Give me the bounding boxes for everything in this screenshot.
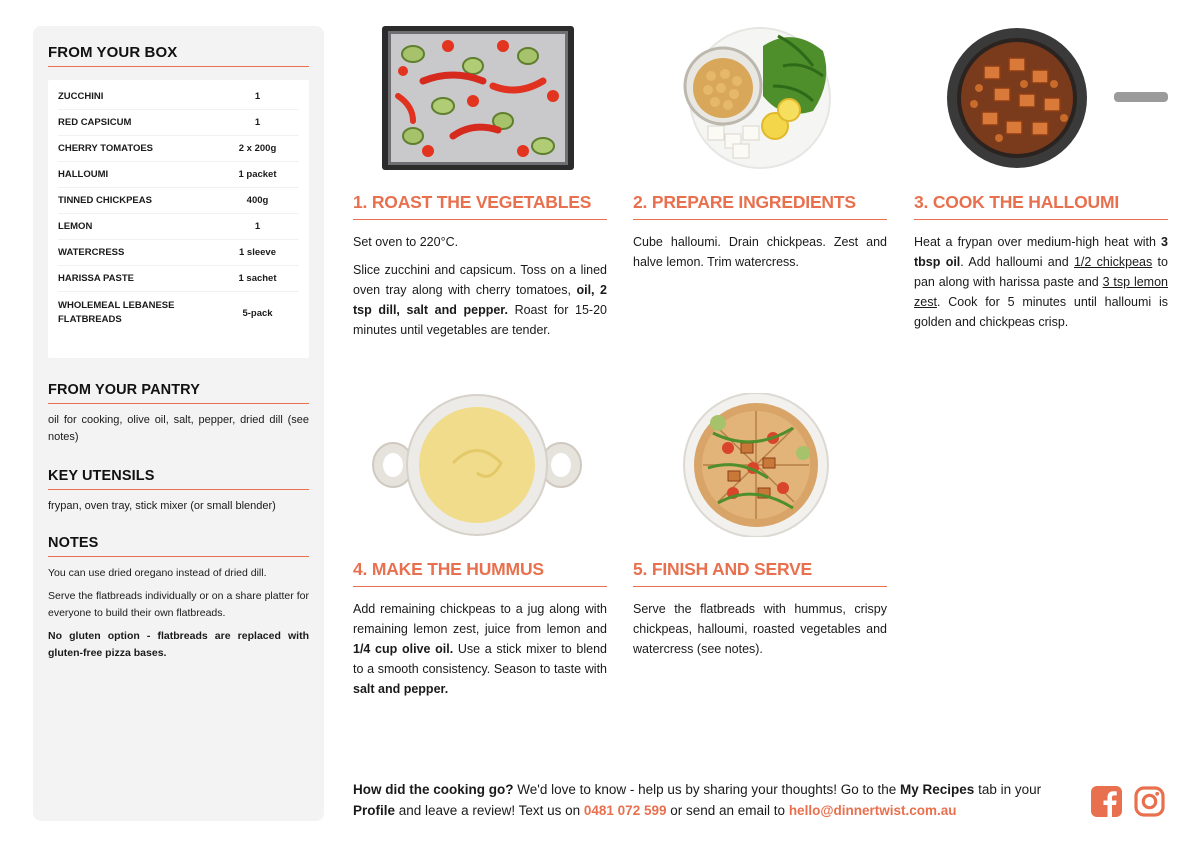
table-row	[58, 266, 299, 292]
ingredient-name: RED CAPSICUM	[58, 116, 132, 128]
step-instructions	[633, 232, 887, 272]
feedback-question: How did the cooking go?	[353, 782, 514, 797]
ingredient-name: HALLOUMI	[58, 168, 109, 180]
text-run: . Cook for 5 minutes until halloumi is golden and chickpeas crisp.	[914, 295, 1168, 329]
note-item: No gluten option - flatbreads are replaced with gluten-free pizza bases.	[48, 630, 309, 659]
pantry-section	[48, 382, 309, 446]
ingredient-qty: 1 sachet	[238, 273, 277, 284]
ingredient-name: CHERRY TOMATOES	[58, 142, 154, 154]
text-run: Slice zucchini and capsicum. Toss on a lined oven tray along with cherry tomatoes,	[353, 263, 607, 297]
step-title: 5. FINISH AND SERVE	[633, 559, 887, 587]
feedback-footer	[353, 779, 1083, 821]
ingredient-qty: 1	[254, 91, 261, 102]
utensils-text: frypan, oven tray, stick mixer (or small blender)	[48, 500, 276, 512]
profile-link[interactable]: Profile	[353, 803, 396, 818]
text-run: to pan along with harissa paste and	[914, 255, 1168, 289]
sidebar	[33, 26, 324, 821]
step-paragraph: Serve the flatbreads with hummus, crispy chickpeas, halloumi, roasted vegetables and watercress (see notes).	[633, 602, 887, 656]
table-row	[58, 292, 299, 334]
step-4	[353, 393, 607, 699]
facebook-icon[interactable]	[1091, 786, 1122, 822]
utensils-title: KEY UTENSILS	[48, 468, 309, 490]
step-title: 3. COOK THE HALLOUMI	[914, 192, 1168, 220]
table-row	[58, 188, 299, 214]
bold-text: salt and pepper.	[353, 682, 449, 696]
step-instructions	[633, 599, 887, 659]
text-run: Use a stick mixer to blend to a smooth consistency. Season to taste with	[353, 642, 607, 676]
bold-text: 1/4 cup olive oil.	[353, 642, 454, 656]
step-1	[353, 26, 607, 340]
step-3	[914, 26, 1168, 332]
ingredient-qty: 1 packet	[238, 169, 277, 180]
table-row	[58, 84, 299, 110]
footer-text: or send an email to	[666, 803, 789, 818]
underlined-text: 3 tsp lemon zest	[914, 275, 1168, 309]
table-row	[58, 162, 299, 188]
utensils-section	[48, 468, 309, 515]
ingredient-name: WHOLEMEAL LEBANESE FLATBREADS	[58, 300, 175, 325]
finish-serve-photo	[633, 393, 887, 537]
footer-text: We'd love to know - help us by sharing your thoughts! Go to the	[513, 782, 901, 797]
table-row	[58, 110, 299, 136]
box-ingredients-table	[48, 80, 309, 358]
step-5	[633, 393, 887, 659]
text-run: Heat a frypan over medium-high heat with	[914, 235, 1162, 249]
phone-link[interactable]: 0481 072 599	[583, 803, 667, 818]
step-title: 4. MAKE THE HUMMUS	[353, 559, 607, 587]
cook-halloumi-photo	[914, 26, 1168, 170]
table-row	[58, 214, 299, 240]
email-link[interactable]: hello@dinnertwist.com.au	[788, 803, 957, 818]
hummus-bowl-photo	[353, 393, 607, 537]
text-run: Roast for 15-20 minutes until vegetables are tender.	[353, 303, 607, 337]
ingredient-qty: 1 sleeve	[239, 247, 276, 258]
step-paragraph: Set oven to 220°C.	[353, 235, 459, 249]
step-paragraph	[353, 260, 607, 340]
text-run: . Add halloumi and	[960, 255, 1074, 269]
ingredient-qty: 2 x 200g	[238, 143, 277, 154]
ingredient-qty: 1	[254, 221, 261, 232]
instagram-icon[interactable]	[1134, 786, 1165, 822]
ingredient-qty: 1	[254, 117, 261, 128]
roast-vegetables-photo	[353, 26, 607, 170]
ingredient-name: ZUCCHINI	[58, 90, 104, 102]
step-paragraph: Cube halloumi. Drain chickpeas. Zest and halve lemon. Trim watercress.	[633, 235, 887, 269]
step-paragraph	[353, 599, 607, 699]
prepare-ingredients-photo	[633, 26, 887, 170]
my-recipes-link[interactable]: My Recipes	[900, 782, 975, 797]
ingredient-name: LEMON	[58, 220, 93, 232]
bold-text: 3 tbsp oil	[914, 235, 1168, 269]
ingredient-name: TINNED CHICKPEAS	[58, 194, 152, 206]
text-run: Add remaining chickpeas to a jug along with remaining lemon zest, juice from lemon and	[353, 602, 607, 636]
step-title: 1. ROAST THE VEGETABLES	[353, 192, 607, 220]
step-instructions	[353, 232, 607, 340]
step-2	[633, 26, 887, 272]
pantry-text: oil for cooking, olive oil, salt, pepper, dried dill (see notes)	[48, 414, 309, 443]
step-instructions	[353, 599, 607, 699]
ingredient-qty: 400g	[246, 195, 269, 206]
bold-text: oil, 2 tsp dill, salt and pepper.	[353, 283, 607, 317]
underlined-text: 1/2 chickpeas	[1073, 255, 1153, 269]
step-instructions	[914, 232, 1168, 332]
table-row	[58, 240, 299, 266]
notes-title: NOTES	[48, 535, 309, 557]
step-paragraph	[914, 232, 1168, 332]
note-item: Serve the flatbreads individually or on a share platter for everyone to build their own flatbreads.	[48, 590, 309, 619]
note-item: You can use dried oregano instead of dried dill.	[48, 567, 267, 579]
footer-text: tab in your	[974, 782, 1042, 797]
step-title: 2. PREPARE INGREDIENTS	[633, 192, 887, 220]
notes-section	[48, 535, 309, 662]
ingredient-qty: 5-pack	[242, 307, 273, 319]
box-title: FROM YOUR BOX	[48, 44, 309, 67]
table-row	[58, 136, 299, 162]
footer-text: and leave a review! Text us on	[395, 803, 584, 818]
ingredient-name: HARISSA PASTE	[58, 272, 135, 284]
ingredient-name: WATERCRESS	[58, 246, 125, 258]
pantry-title: FROM YOUR PANTRY	[48, 382, 309, 404]
